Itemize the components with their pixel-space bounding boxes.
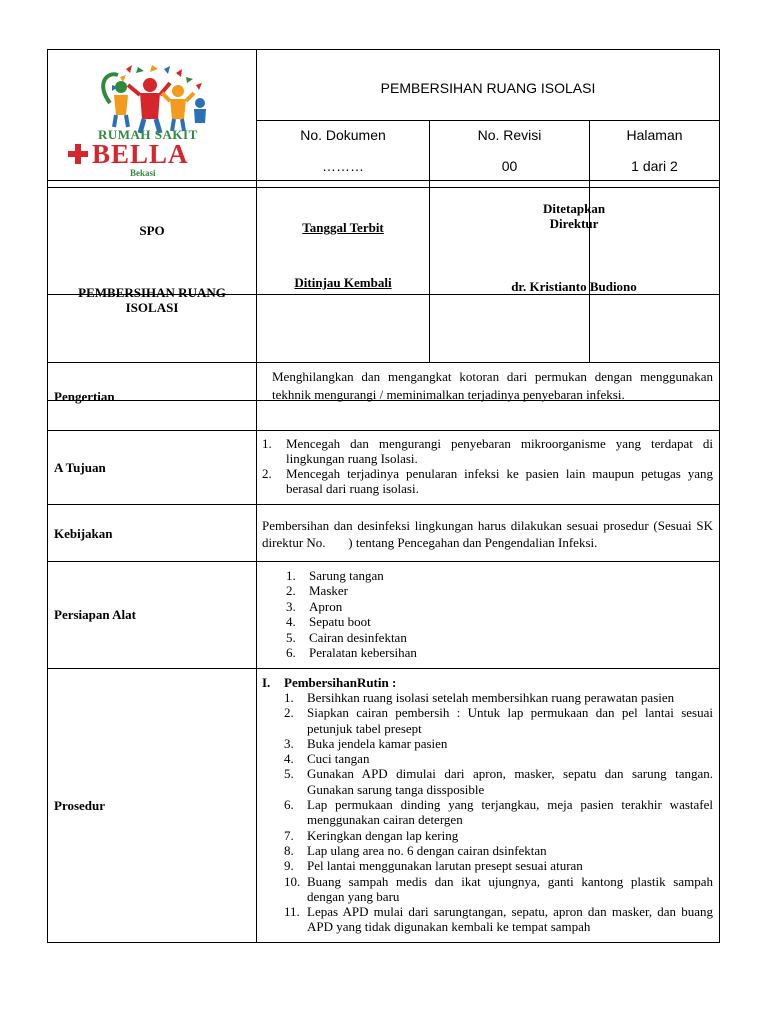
- list-item: 6. Lap permukaan dinding yang terjangkau, meja pasien terakhir wastafel menggunakan cairan detergen: [284, 797, 713, 828]
- kebijakan-text: Pembersihan dan desinfeksi lingkungan harus dilakukan sesuai prosedur (Sesuai SK direktur No. ) tentang Pencegahan dan Pengendalian Infeksi.: [262, 518, 717, 550]
- list-item: 10. Buang sampah medis dan ikat ujungnya, ganti kantong plastik sampah dengan yang baru: [284, 873, 713, 904]
- tanggal-terbit: Tanggal Terbit: [302, 220, 384, 235]
- tujuan-label: A Tujuan: [54, 460, 106, 475]
- list-item: 1. Bersihkan ruang isolasi setelah membersihkan ruang perawatan pasien: [284, 690, 675, 705]
- list-item: 5. Cairan desinfektan: [286, 629, 407, 645]
- list-item: 2. Siapkan cairan pembersih : Untuk lap permukaan dan pel lantai sesuai petunjuk tabel presept: [284, 705, 713, 736]
- kebijakan-label: Kebijakan: [54, 526, 113, 541]
- list-item: 3. Apron: [286, 598, 343, 614]
- prosedur-list: [284, 690, 713, 935]
- hospital-city-text: Bekasi: [130, 168, 156, 178]
- list-item: 4. Cuci tangan: [284, 751, 370, 767]
- persiapan-list: [286, 568, 686, 660]
- pengertian-label: Pengertian: [54, 389, 115, 404]
- ditetapkan-label: Ditetapkan: [542, 201, 606, 216]
- prosedur-label: Prosedur: [54, 798, 106, 813]
- hospital-name-text: BELLA: [92, 139, 189, 169]
- document-title: PEMBERSIHAN RUANG ISOLASI: [380, 80, 596, 96]
- list-item: 11. Lepas APD mulai dari sarungtangan, sepatu, apron dan masker, dan buang APD yang tidak digunakan kembali ke tempat sampah: [284, 904, 713, 935]
- list-item: 1. Sarung tangan: [286, 568, 384, 583]
- list-item: 4. Sepatu boot: [286, 614, 371, 630]
- prosedur-heading-num: I.: [262, 675, 271, 690]
- tujuan-list: [262, 436, 713, 496]
- list-item: 3. Buka jendela kamar pasien: [284, 735, 448, 751]
- list-item: 2. Masker: [286, 583, 348, 599]
- list-item: 1. Mencegah dan mengurangi penyebaran mikroorganisme yang terdapat di lingkungan ruang Isolasi.: [262, 436, 713, 466]
- pengertian-text: Menghilangkan dan mengangkat kotoran dari permukan dengan menggunakan tekhnik mengurangi / meminimalkan terjadinya penyebaran infeksi.: [272, 369, 713, 402]
- persiapan-label: Persiapan Alat: [54, 607, 136, 622]
- list-item: 9. Pel lantai menggunakan larutan presept sesuai aturan: [284, 858, 583, 874]
- prosedur-heading-text: PembersihanRutin :: [284, 675, 397, 690]
- spo-label: SPO: [139, 223, 165, 238]
- direktur-label: Direktur: [549, 216, 599, 231]
- no-revisi-label: No. Revisi: [477, 127, 542, 143]
- halaman-label: Halaman: [626, 127, 683, 143]
- no-dokumen-label: No. Dokumen: [300, 127, 386, 143]
- list-item: 6. Peralatan kebersihan: [286, 645, 417, 661]
- no-dokumen-value: ………: [322, 158, 364, 174]
- director-name: dr. Kristianto Budiono: [511, 279, 637, 294]
- hospital-logo: [66, 63, 236, 181]
- list-item: 7. Keringkan dengan lap kering: [284, 827, 459, 843]
- no-revisi-value: 00: [501, 158, 518, 174]
- prosedur-heading: [262, 675, 396, 691]
- halaman-value: 1 dari 2: [631, 158, 678, 174]
- ditinjau-kembali: Ditinjau Kembali: [294, 275, 392, 290]
- list-item: 2. Mencegah terjadinya penularan infeksi ke pasien lain maupun petugas yang berasal dari ruang isolasi.: [262, 466, 713, 496]
- list-item: 5. Gunakan APD dimulai dari apron, masker, sepatu dan sarung tangan. Gunakan sarung tanga dissposible: [284, 766, 713, 797]
- list-item: 8. Lap ulang area no. 6 dengan cairan dsinfektan: [284, 842, 547, 858]
- spo-title: PEMBERSIHAN RUANG ISOLASI: [78, 285, 226, 315]
- hospital-top-text: RUMAH SAKIT: [98, 127, 198, 142]
